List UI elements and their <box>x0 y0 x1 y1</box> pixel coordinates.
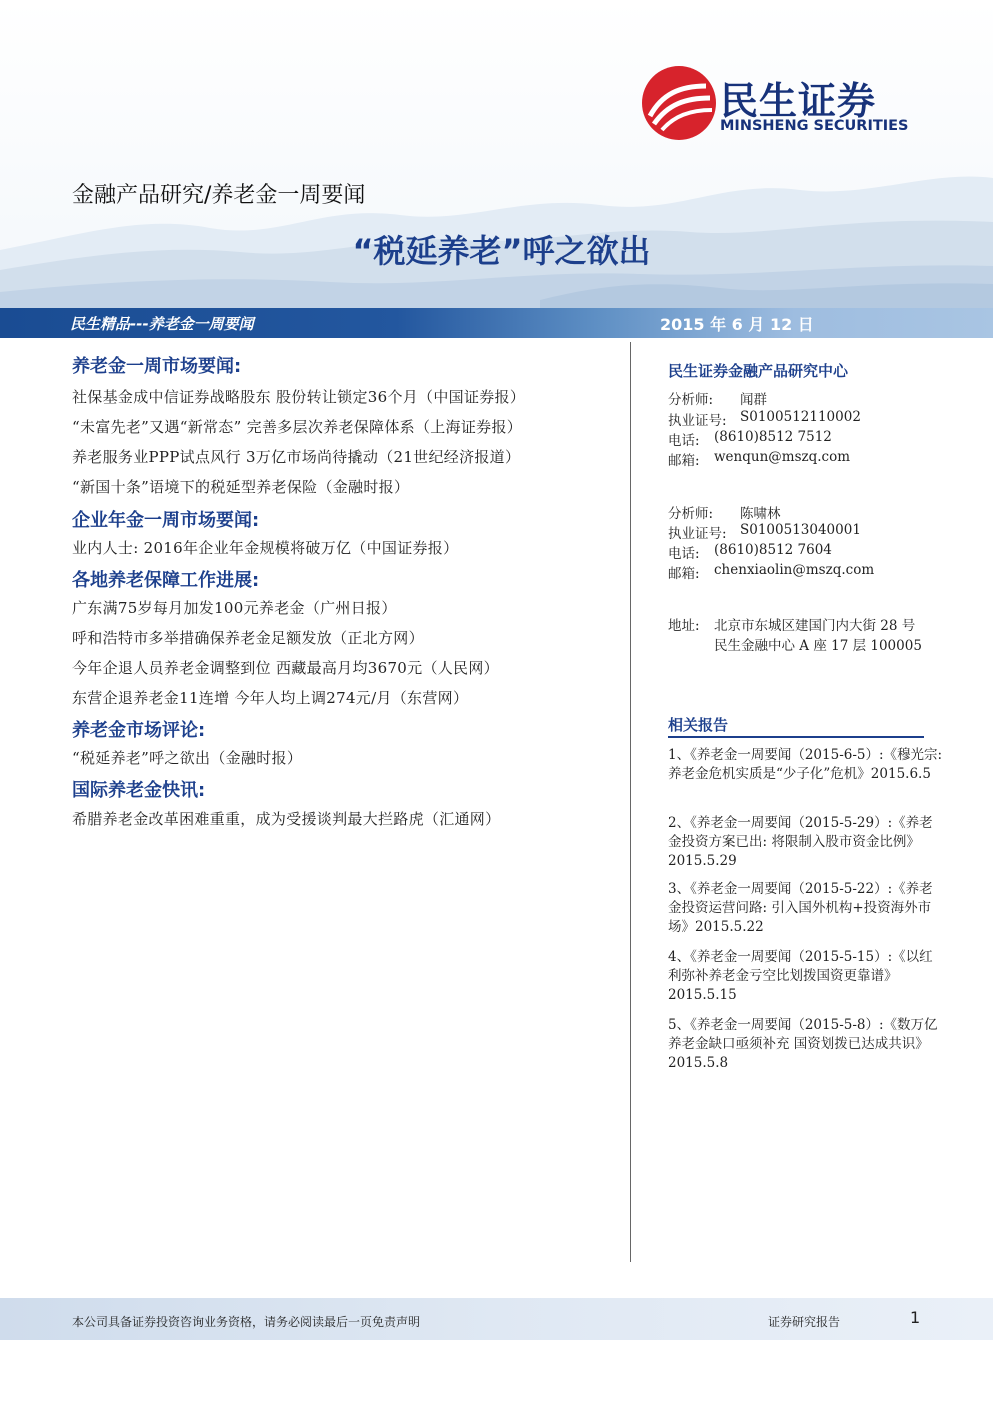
news-item[interactable]: “税延养老”呼之欲出（金融时报） <box>72 749 303 767</box>
brand-logo <box>640 64 930 144</box>
related-report-item[interactable]: 2、《养老金一周要闻（2015-5-29）:《养老金投资方案已出: 将限制入股市资金比例》2015.5.29 <box>668 815 933 869</box>
analyst-email[interactable]: chenxiaolin@mszq.com <box>714 562 875 578</box>
report-title: “税延养老”呼之欲出 <box>352 232 651 270</box>
minsheng-logo-icon <box>640 64 718 142</box>
news-item[interactable]: 社保基金成中信证券战略股东 股份转让锁定36个月（中国证券报） <box>72 388 526 406</box>
footer-disclaimer: 本公司具备证券投资咨询业务资格，请务必阅读最后一页免责声明 <box>72 1315 421 1329</box>
report-date: 2015 年 6 月 12 日 <box>660 315 814 334</box>
news-item[interactable]: 东营企退养老金11连增 今年人均上调274元/月（东营网） <box>72 689 469 707</box>
column-divider <box>630 342 631 1262</box>
cert-label: 执业证号: <box>668 526 727 542</box>
related-reports-heading: 相关报告 <box>668 716 729 734</box>
section-heading: 企业年金一周市场要闻: <box>72 510 260 531</box>
analyst-name: 陈啸林 <box>740 506 781 522</box>
address-line-1: 北京市东城区建国门内大街 28 号 <box>714 618 916 634</box>
news-item[interactable]: 业内人士: 2016年企业年金规模将破万亿（中国证券报） <box>72 539 459 557</box>
section-heading: 各地养老保障工作进展: <box>72 570 260 591</box>
news-item[interactable]: 呼和浩特市多举措确保养老金足额发放（正北方网） <box>72 629 424 647</box>
cert-label: 执业证号: <box>668 413 727 429</box>
page-number: 1 <box>910 1308 921 1327</box>
analyst-cert-number: S0100513040001 <box>740 522 861 538</box>
section-heading: 国际养老金快讯: <box>72 780 206 801</box>
phone-label: 电话: <box>668 546 700 562</box>
email-label: 邮箱: <box>668 566 700 582</box>
address-line-2: 民生金融中心 A 座 17 层 100005 <box>714 638 922 654</box>
research-center-name: 民生证券金融产品研究中心 <box>668 362 849 380</box>
related-report-item[interactable]: 5、《养老金一周要闻（2015-5-8）:《数万亿养老金缺口亟须补充 国资划拨已达成共识》2015.5.8 <box>668 1017 938 1071</box>
analyst-cert-number: S0100512110002 <box>740 409 861 425</box>
address-label: 地址: <box>668 618 700 634</box>
related-report-item[interactable]: 4、《养老金一周要闻（2015-5-15）:《以红利弥补养老金亏空比划拨国资更靠谱》2015.5.15 <box>668 949 933 1003</box>
news-item[interactable]: 今年企退人员养老金调整到位 西藏最高月均3670元（人民网） <box>72 659 499 677</box>
brand-name-cn: 民生证券 <box>720 79 877 123</box>
analyst-label: 分析师: <box>668 506 714 522</box>
report-category: 金融产品研究/养老金一周要闻 <box>72 183 366 208</box>
related-report-item[interactable]: 3、《养老金一周要闻（2015-5-22）:《养老金投资运营问路: 引入国外机构+投资海外市场》2015.5.22 <box>668 881 933 935</box>
analyst-email[interactable]: wenqun@mszq.com <box>714 449 851 465</box>
band-series-label: 民生精品---养老金一周要闻 <box>70 315 254 333</box>
email-label: 邮箱: <box>668 453 700 469</box>
related-report-item[interactable]: 1、《养老金一周要闻（2015-6-5）:《穆光宗: 养老金危机实质是“少子化”危机》2015.6.5 <box>668 747 943 782</box>
section-heading: 养老金一周市场要闻: <box>72 356 242 377</box>
brand-name-en: MINSHENG SECURITIES <box>720 118 909 134</box>
section-heading: 养老金市场评论: <box>72 720 206 741</box>
analyst-name: 闻群 <box>740 392 767 408</box>
analyst-phone: (8610)8512 7512 <box>714 429 832 445</box>
news-item[interactable]: 希腊养老金改革困难重重，成为受援谈判最大拦路虎（汇通网） <box>72 810 501 828</box>
related-reports-rule <box>668 736 924 738</box>
news-item[interactable]: “未富先老”又遇“新常态” 完善多层次养老保障体系（上海证券报） <box>72 418 523 436</box>
footer-report-type: 证券研究报告 <box>768 1315 841 1329</box>
analyst-label: 分析师: <box>668 392 714 408</box>
analyst-phone: (8610)8512 7604 <box>714 542 832 558</box>
news-item[interactable]: 广东满75岁每月加发100元养老金（广州日报） <box>72 599 397 617</box>
news-item[interactable]: “新国十条”语境下的税延型养老保险（金融时报） <box>72 478 410 496</box>
phone-label: 电话: <box>668 433 700 449</box>
news-item[interactable]: 养老服务业PPP试点风行 3万亿市场尚待撬动（21世纪经济报道） <box>72 448 521 466</box>
